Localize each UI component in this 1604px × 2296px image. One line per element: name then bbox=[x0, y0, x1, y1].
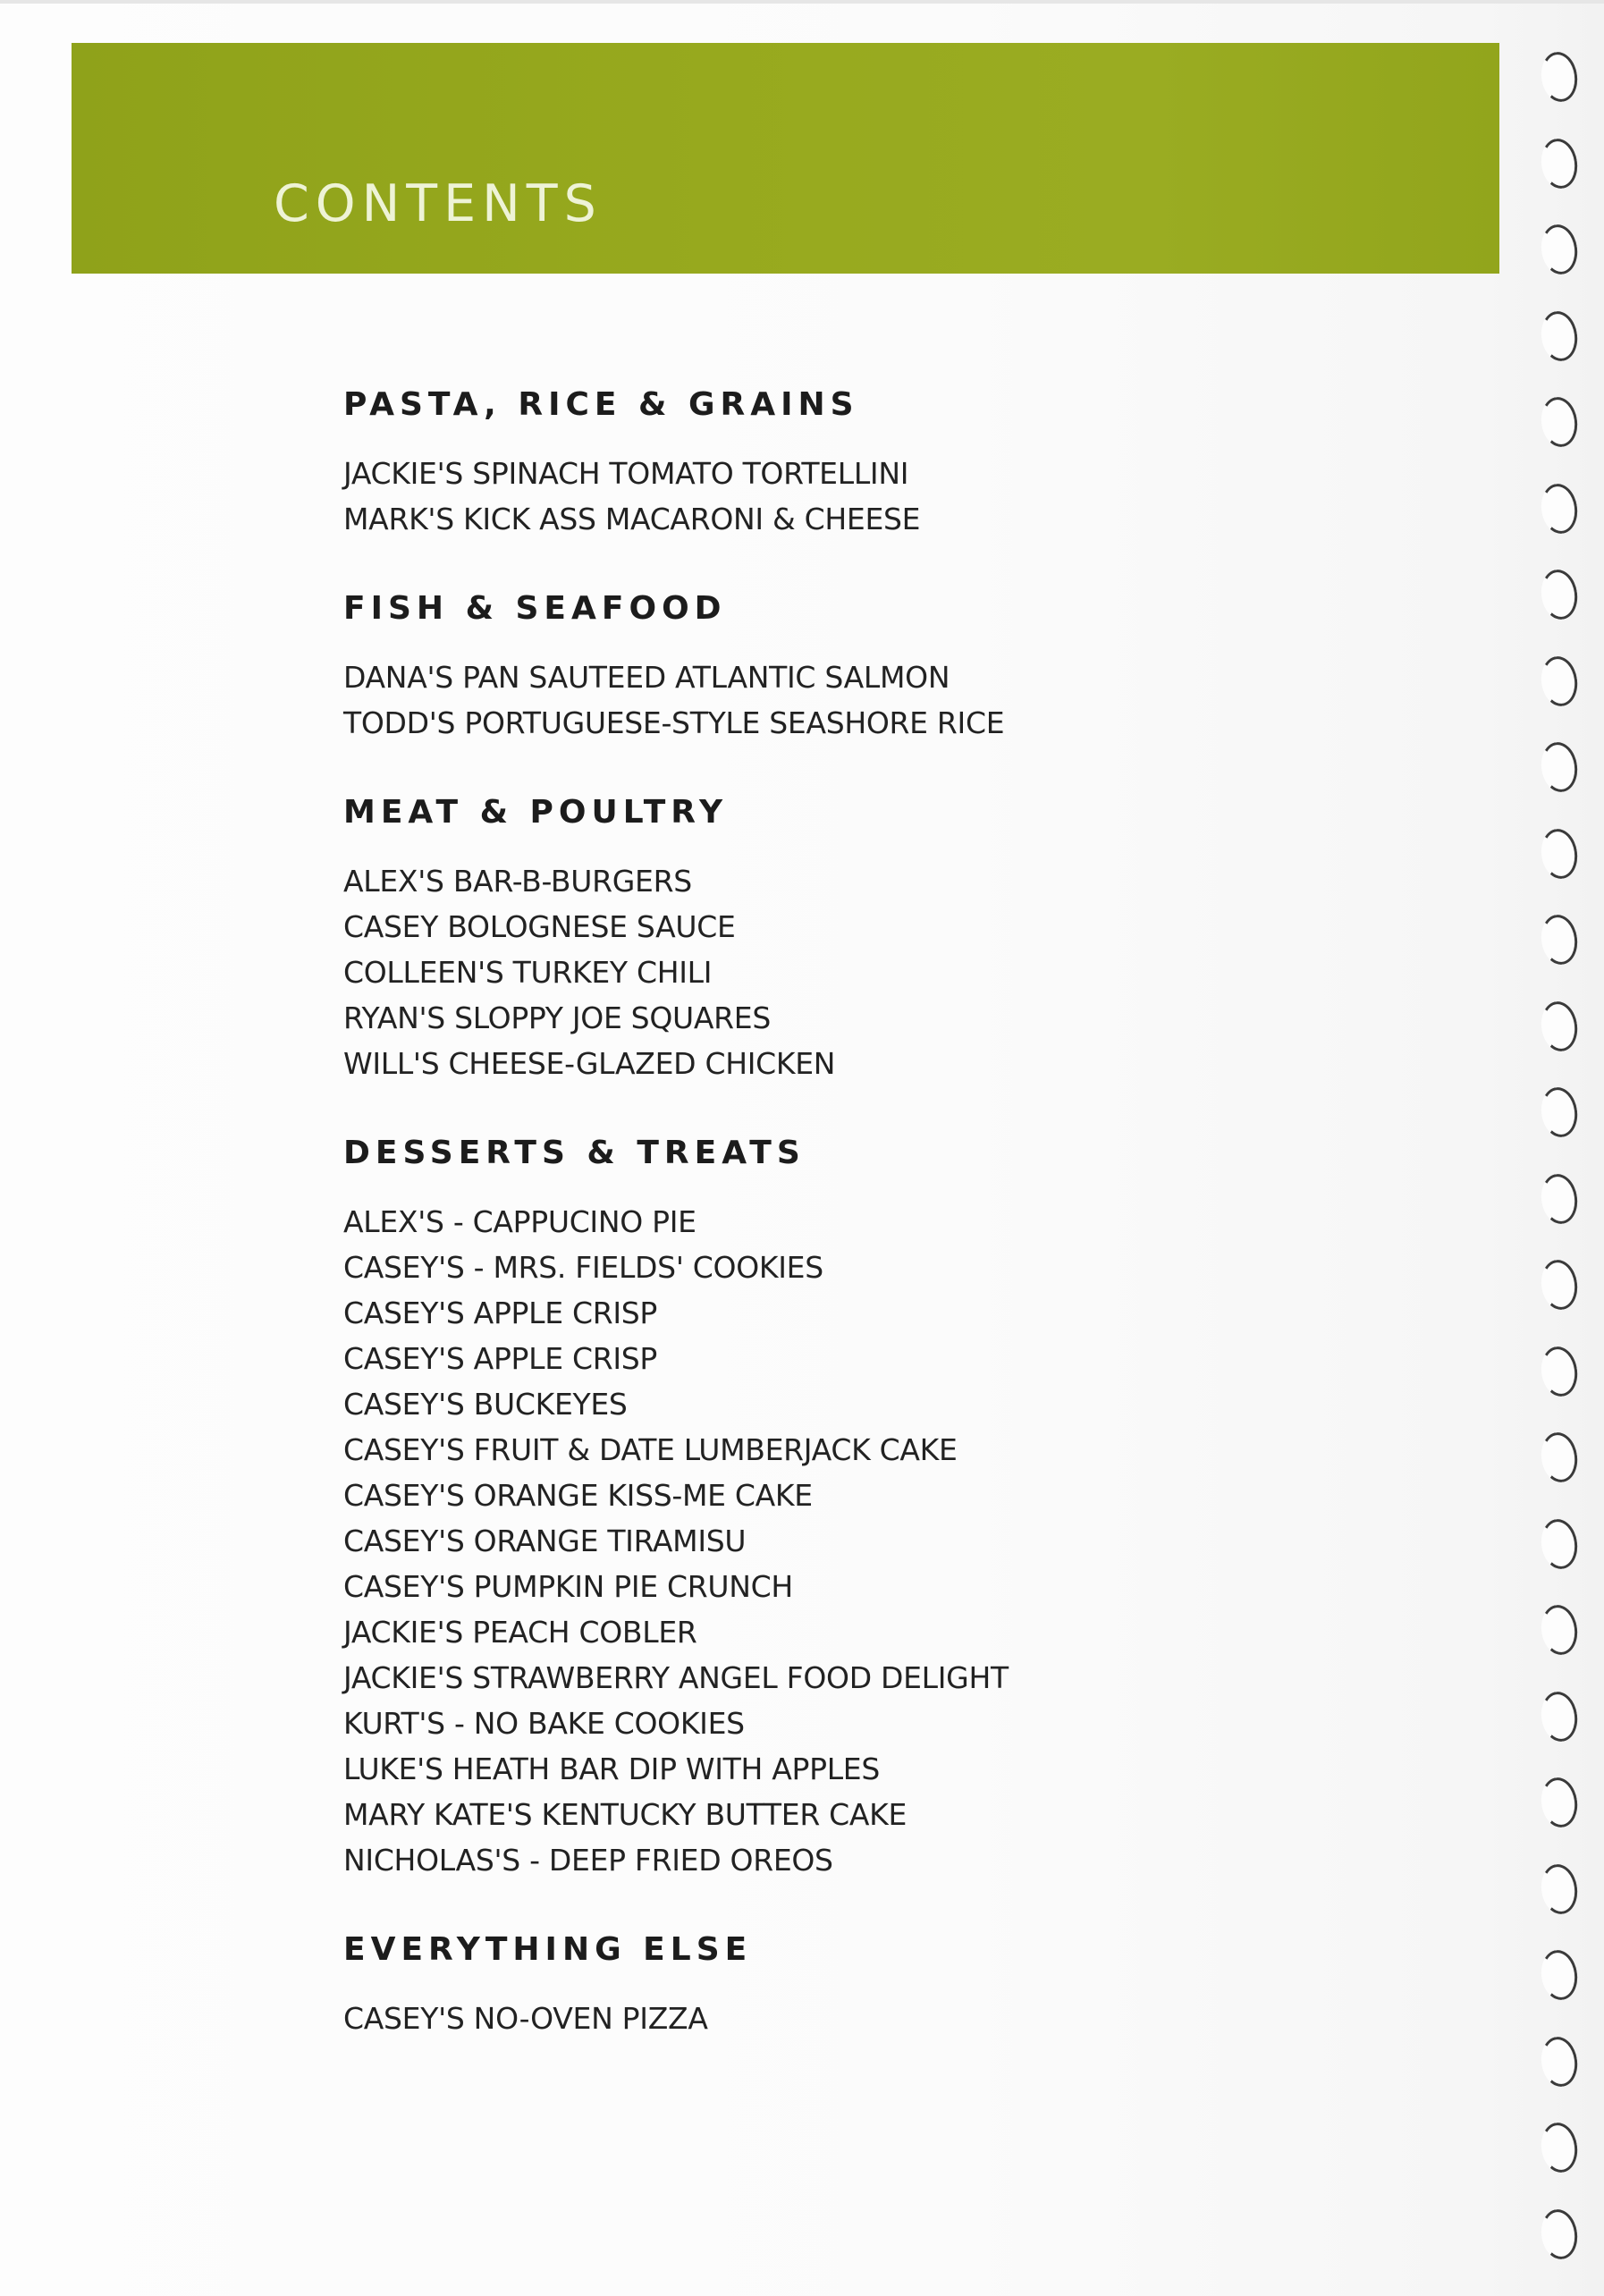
binding-ring bbox=[1538, 394, 1580, 449]
binding-ring bbox=[1538, 1085, 1580, 1139]
recipe-entry: CASEY'S PUMPKIN PIE CRUNCH bbox=[343, 1569, 793, 1604]
spiral-binding bbox=[1531, 36, 1593, 2289]
binding-ring bbox=[1538, 1775, 1580, 1829]
recipe-entry: CASEY'S NO-OVEN PIZZA bbox=[343, 2001, 708, 2036]
binding-ring bbox=[1538, 222, 1580, 276]
binding-ring bbox=[1538, 1257, 1580, 1312]
recipe-list bbox=[343, 1199, 1416, 1883]
recipe-list bbox=[343, 1996, 1416, 2041]
recipe-entry: TODD'S PORTUGUESE-STYLE SEASHORE RICE bbox=[343, 705, 1005, 740]
toc-section bbox=[343, 1128, 1416, 1883]
recipe-entry: CASEY'S BUCKEYES bbox=[343, 1387, 628, 1422]
binding-ring bbox=[1538, 1516, 1580, 1571]
binding-ring bbox=[1538, 826, 1580, 881]
binding-ring bbox=[1538, 2207, 1580, 2261]
binding-ring bbox=[1538, 1861, 1580, 1916]
binding-ring bbox=[1538, 739, 1580, 794]
binding-ring bbox=[1538, 2034, 1580, 2089]
recipe-list bbox=[343, 451, 1416, 542]
binding-ring bbox=[1538, 1430, 1580, 1484]
toc-section bbox=[343, 380, 1416, 542]
section-heading: EVERYTHING ELSE bbox=[343, 1931, 753, 1968]
toc-section bbox=[343, 1925, 1416, 2041]
recipe-entry: CASEY'S - MRS. FIELDS' COOKIES bbox=[343, 1250, 823, 1285]
binding-ring bbox=[1538, 654, 1580, 708]
binding-ring bbox=[1538, 1344, 1580, 1398]
table-of-contents bbox=[343, 380, 1416, 2083]
binding-ring bbox=[1538, 1602, 1580, 1657]
recipe-entry: CASEY BOLOGNESE SAUCE bbox=[343, 909, 736, 944]
recipe-entry: NICHOLAS'S - DEEP FRIED OREOS bbox=[343, 1843, 833, 1878]
recipe-entry: DANA'S PAN SAUTEED ATLANTIC SALMON bbox=[343, 660, 950, 695]
section-heading: PASTA, RICE & GRAINS bbox=[343, 386, 859, 423]
binding-ring bbox=[1538, 308, 1580, 363]
recipe-list bbox=[343, 858, 1416, 1086]
recipe-entry: WILL'S CHEESE-GLAZED CHICKEN bbox=[343, 1046, 836, 1081]
page-top-edge bbox=[0, 0, 1604, 4]
page-title: CONTENTS bbox=[274, 174, 603, 233]
section-heading: MEAT & POULTRY bbox=[343, 794, 729, 831]
recipe-entry: JACKIE'S PEACH COBLER bbox=[343, 1615, 697, 1650]
binding-ring bbox=[1538, 567, 1580, 621]
recipe-entry: CASEY'S ORANGE TIRAMISU bbox=[343, 1524, 747, 1558]
recipe-entry: ALEX'S BAR-B-BURGERS bbox=[343, 864, 692, 899]
recipe-entry: ALEX'S - CAPPUCINO PIE bbox=[343, 1204, 696, 1239]
recipe-entry: CASEY'S APPLE CRISP bbox=[343, 1296, 658, 1330]
binding-ring bbox=[1538, 1689, 1580, 1743]
recipe-entry: CASEY'S FRUIT & DATE LUMBERJACK CAKE bbox=[343, 1432, 958, 1467]
section-heading: FISH & SEAFOOD bbox=[343, 590, 727, 627]
recipe-entry: JACKIE'S SPINACH TOMATO TORTELLINI bbox=[343, 456, 909, 491]
recipe-entry: JACKIE'S STRAWBERRY ANGEL FOOD DELIGHT bbox=[343, 1660, 1009, 1695]
recipe-entry: COLLEEN'S TURKEY CHILI bbox=[343, 955, 713, 990]
binding-ring bbox=[1538, 999, 1580, 1053]
recipe-entry: LUKE'S HEATH BAR DIP WITH APPLES bbox=[343, 1752, 880, 1786]
binding-ring bbox=[1538, 912, 1580, 967]
toc-section bbox=[343, 584, 1416, 746]
recipe-entry: CASEY'S APPLE CRISP bbox=[343, 1341, 658, 1376]
recipe-entry: CASEY'S ORANGE KISS-ME CAKE bbox=[343, 1478, 813, 1513]
binding-ring bbox=[1538, 1947, 1580, 2002]
contents-banner bbox=[72, 43, 1499, 274]
recipe-entry: KURT'S - NO BAKE COOKIES bbox=[343, 1706, 745, 1741]
binding-ring bbox=[1538, 49, 1580, 104]
binding-ring bbox=[1538, 136, 1580, 190]
recipe-entry: MARY KATE'S KENTUCKY BUTTER CAKE bbox=[343, 1797, 908, 1832]
binding-ring bbox=[1538, 1171, 1580, 1226]
binding-ring bbox=[1538, 2120, 1580, 2174]
recipe-entry: RYAN'S SLOPPY JOE SQUARES bbox=[343, 1000, 771, 1035]
toc-section bbox=[343, 788, 1416, 1086]
binding-ring bbox=[1538, 481, 1580, 536]
recipe-entry: MARK'S KICK ASS MACARONI & CHEESE bbox=[343, 502, 921, 536]
section-heading: DESSERTS & TREATS bbox=[343, 1135, 806, 1171]
recipe-list bbox=[343, 654, 1416, 746]
